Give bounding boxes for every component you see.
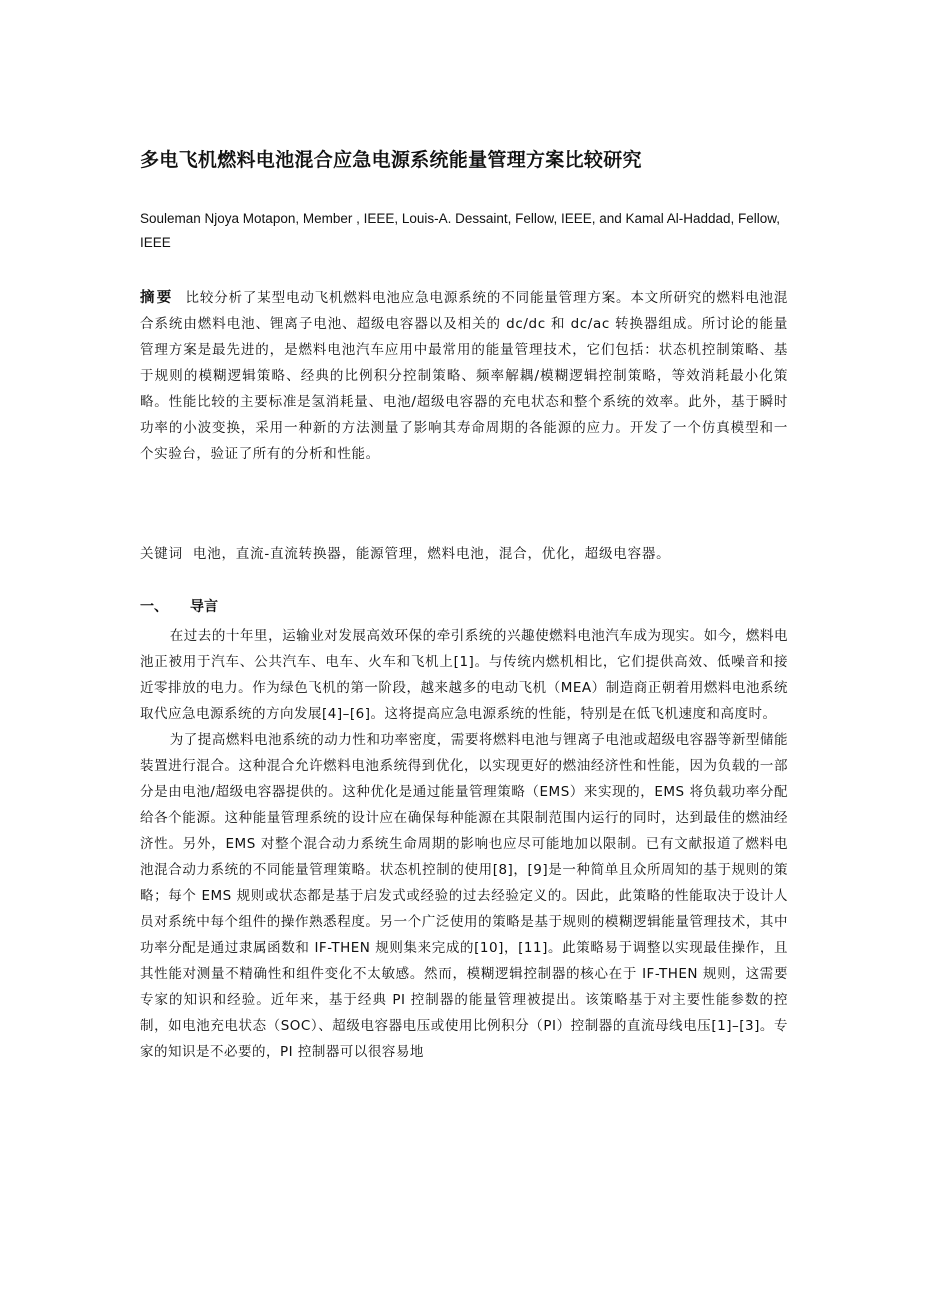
abstract-label: 摘要: [140, 290, 174, 306]
keywords-label: 关键词: [140, 546, 183, 562]
keywords: [140, 541, 800, 567]
abstract-text: 比较分析了某型电动飞机燃料电池应急电源系统的不同能量管理方案。本文所研究的燃料电池混合系统由燃料电池、锂离子电池、超级电容器以及相关的 dc/dc 和 dc/ac 转换器组成。所讨论的能量管理方案是最先进的，是燃料电池汽车应用中最常用的能量管理技术，它们包括：状态机控制策略、基于规则的模糊逻辑策略、经典的比例积分控制策略、频率解耦/模糊逻辑控制策略，等效消耗最小化策略。性能比较的主要标准是氢消耗量、电池/超级电容器的充电状态和整个系统的效率。此外，基于瞬时功率的小波变换，采用一种新的方法测量了影响其寿命周期的各能源的应力。开发了一个仿真模型和一个实验台，验证了所有的分析和性能。: [140, 290, 789, 462]
body-text: [140, 623, 788, 1065]
section-heading-introduction: [140, 594, 218, 620]
body-paragraph: 在过去的十年里，运输业对发展高效环保的牵引系统的兴趣使燃料电池汽车成为现实。如今，燃料电池正被用于汽车、公共汽车、电车、火车和飞机上[1]。与传统内燃机相比，它们提供高效、低噪音和接近零排放的电力。作为绿色飞机的第一阶段，越来越多的电动飞机（MEA）制造商正朝着用燃料电池系统取代应急电源系统的方向发展[4]–[6]。这将提高应急电源系统的性能，特别是在低飞机速度和高度时。: [140, 628, 788, 722]
keywords-text: 电池，直流-直流转换器，能源管理，燃料电池，混合，优化，超级电容器。: [192, 546, 671, 562]
author-list: Souleman Njoya Motapon, Member , IEEE, Louis-A. Dessaint, Fellow, IEEE, and Kamal Al-Haddad, Fellow, IEEE: [140, 211, 781, 250]
paper-title: 多电飞机燃料电池混合应急电源系统能量管理方案比较研究: [140, 149, 642, 171]
abstract: [140, 285, 788, 467]
section-number: 一、: [140, 599, 168, 615]
section-title: 导言: [190, 599, 218, 615]
body-paragraph: 为了提高燃料电池系统的动力性和功率密度，需要将燃料电池与锂离子电池或超级电容器等新型储能装置进行混合。这种混合允许燃料电池系统得到优化，以实现更好的燃油经济性和性能，因为负载的一部分是由电池/超级电容器提供的。这种优化是通过能量管理策略（EMS）来实现的，EMS 将负载功率分配给各个能源。这种能量管理系统的设计应在确保每种能源在其限制范围内运行的同时，达到最佳的燃油经济性。另外，EMS 对整个混合动力系统生命周期的影响也应尽可能地加以限制。已有文献报道了燃料电池混合动力系统的不同能量管理策略。状态机控制的使用[8]，[9]是一种简单且众所周知的基于规则的策略；每个 EMS 规则或状态都是基于启发式或经验的过去经验定义的。因此，此策略的性能取决于设计人员对系统中每个组件的操作熟悉程度。另一个广泛使用的策略是基于规则的模糊逻辑能量管理技术，其中功率分配是通过隶属函数和 IF-THEN 规则集来完成的[10]，[11]。此策略易于调整以实现最佳操作，且其性能对测量不精确性和组件变化不太敏感。然而，模糊逻辑控制器的核心在于 IF-THEN 规则，这需要专家的知识和经验。近年来，基于经典 PI 控制器的能量管理被提出。该策略基于对主要性能参数的控制，如电池充电状态（SOC）、超级电容器电压或使用比例积分（PI）控制器的直流母线电压[1]–[3]。专家的知识是不必要的，PI 控制器可以很容易地: [140, 732, 788, 1060]
